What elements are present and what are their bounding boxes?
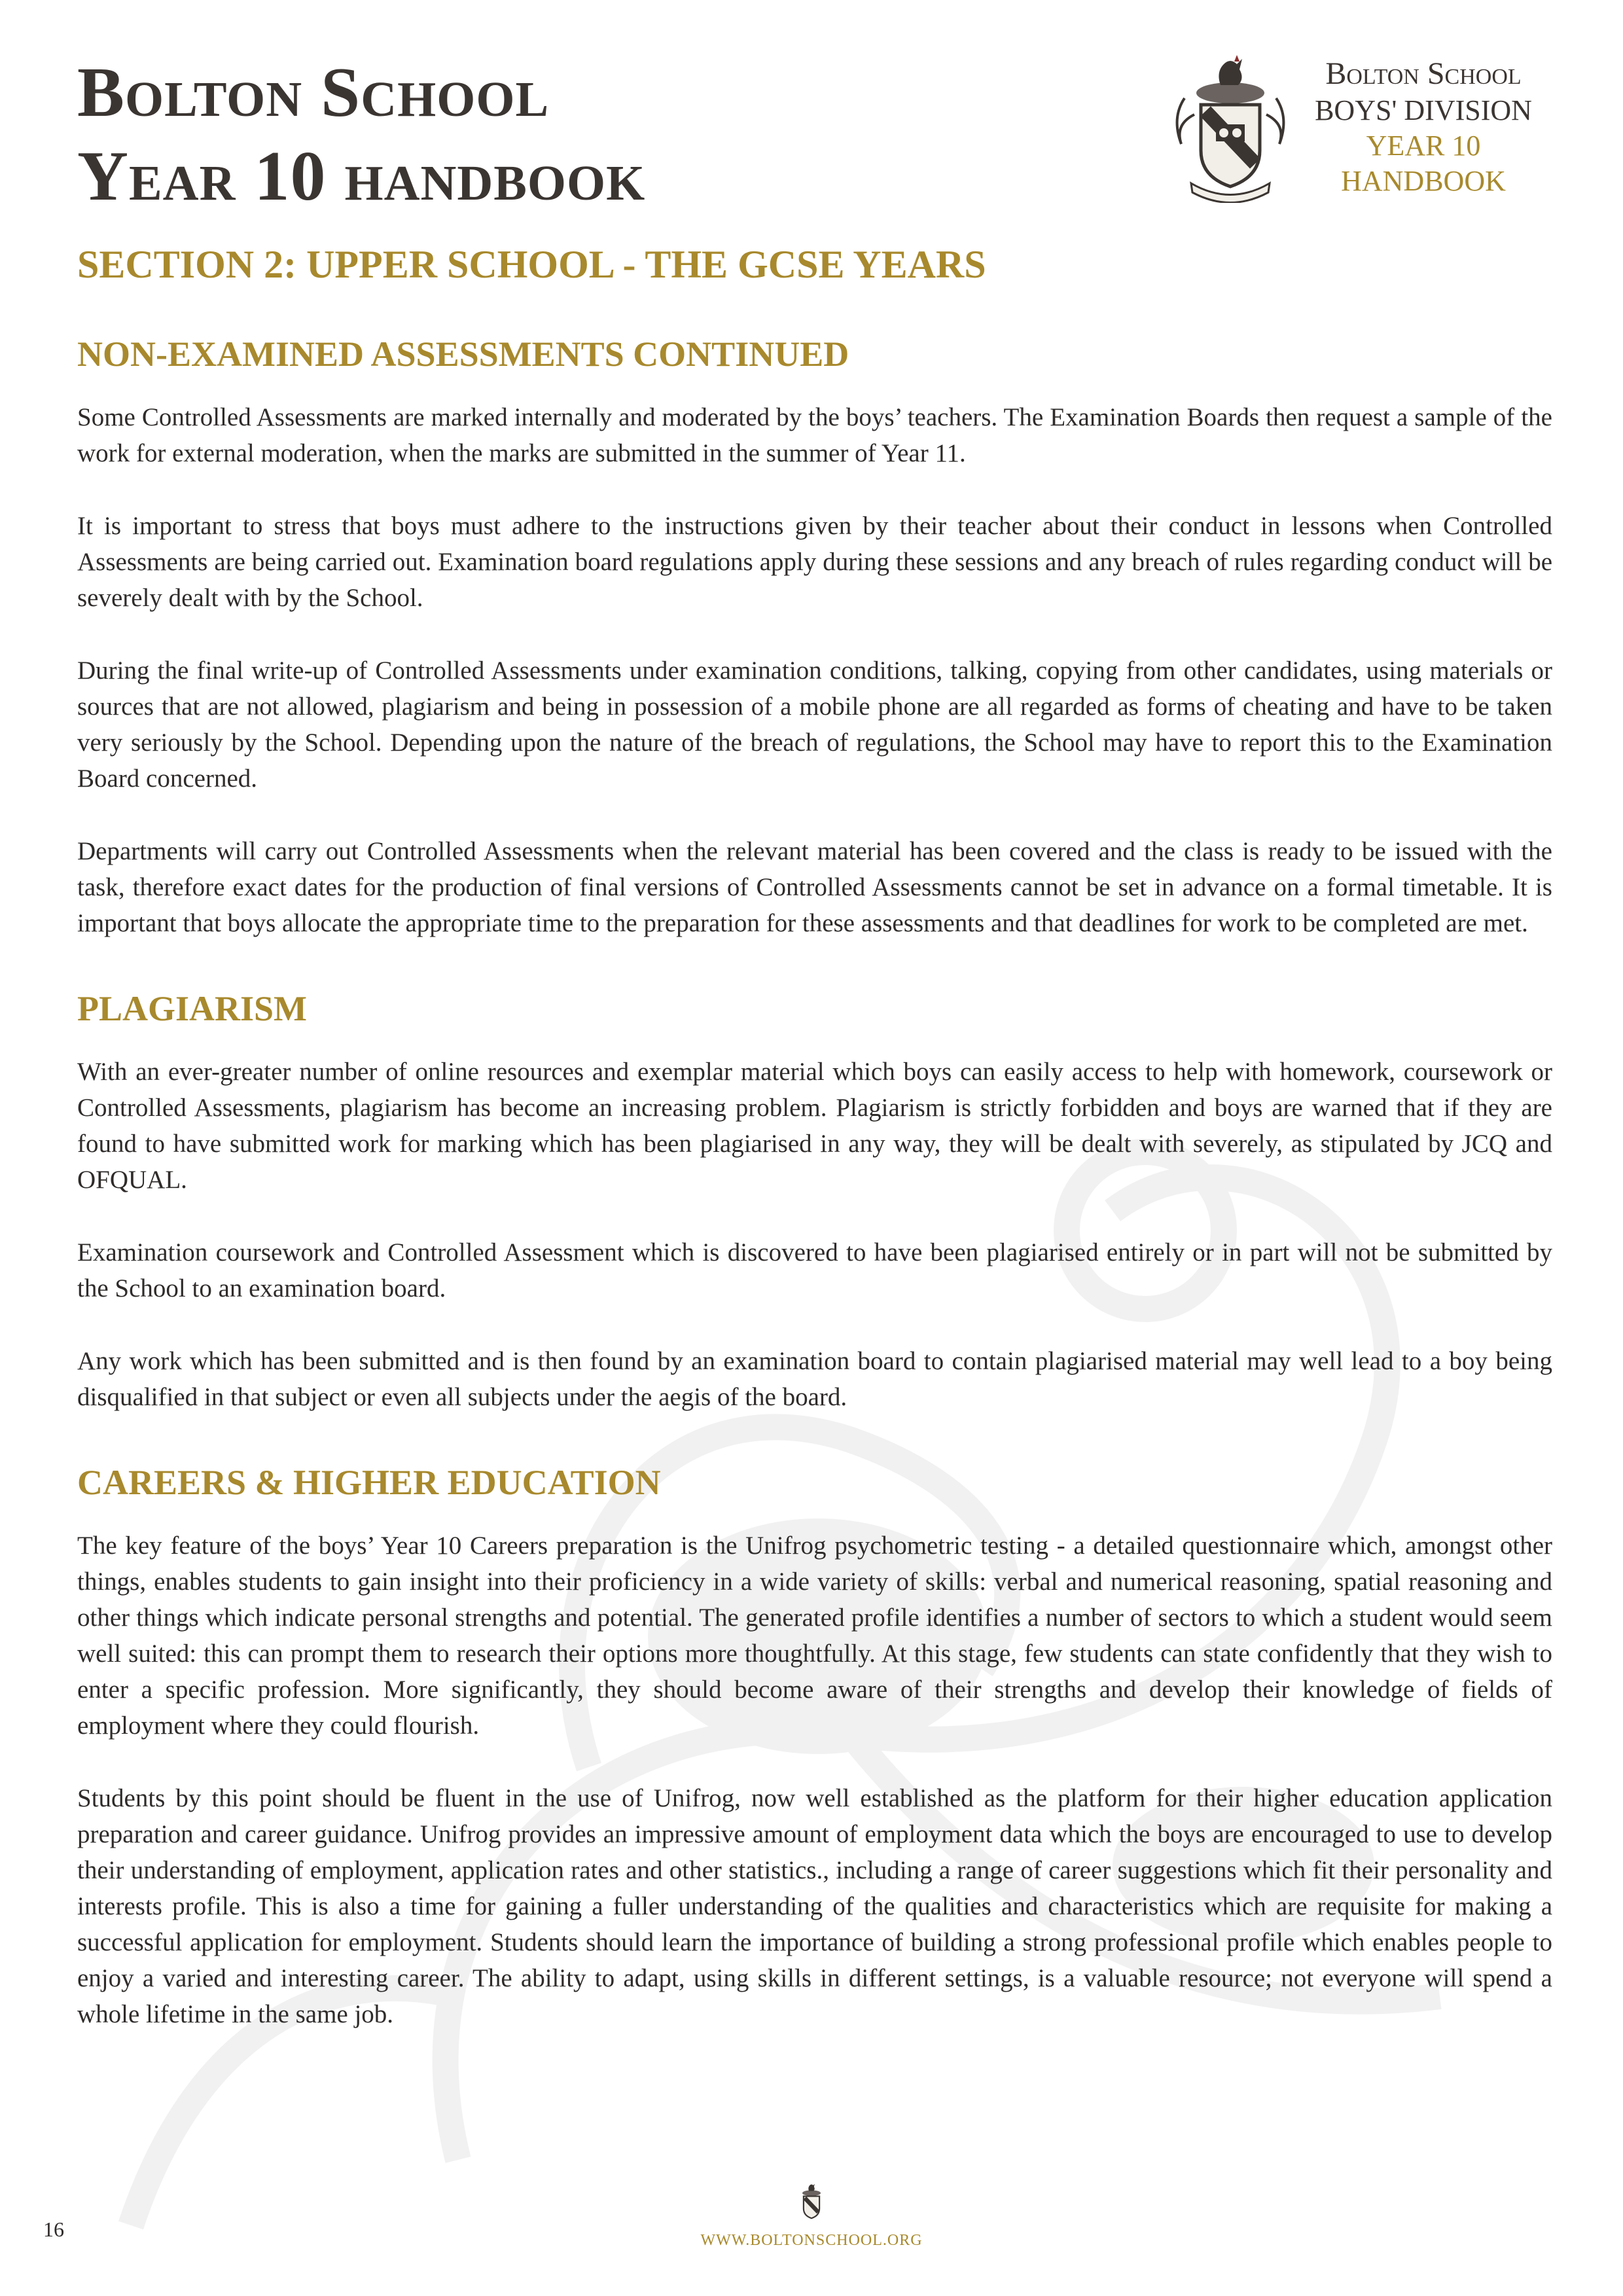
page-number: 16 (43, 2217, 64, 2241)
brand-school-name: Bolton School (1325, 56, 1522, 91)
footer-crest-icon (793, 2182, 830, 2223)
brand-handbook: HANDBOOK (1341, 165, 1506, 197)
website-link[interactable]: WWW.BOLTONSCHOOL.ORG (700, 2232, 923, 2249)
paragraph: Students by this point should be fluent in the use of Unifrog, now well established as the platform for their higher education application preparation and career guidance. Unifrog provides an impressive amount of employment data which the boys are encouraged to use to develop their understanding of employment, application rates and other statistics., including a range of career suggestions which fit their personality and interests profile. This is also a time for gaining a fuller understanding of the qualities and characteristics which are requisite for making a successful application for employment. Students should learn the importance of building a strong professional profile which enables people to enjoy a varied and interesting career. The ability to adapt, using skills in different settings, is a valuable resource; not everyone will spend a whole lifetime in the same job. (77, 1784, 1552, 2028)
paragraph: With an ever-greater number of online resources and exemplar material which boys can easily access to help with homework, coursework or Controlled Assessments, plagiarism has become an increasing problem. Plagiarism is strictly forbidden and boys are warned that if they are found to have submitted work for marking which has been plagiarised in any way, they will be dealt with severely, as stipulated by JCQ and OFQUAL. (77, 1058, 1552, 1194)
school-crest-icon (1164, 52, 1297, 203)
heading-non-examined-assessments: NON-EXAMINED ASSESSMENTS CONTINUED (77, 334, 849, 374)
paragraph: The key feature of the boys’ Year 10 Careers preparation is the Unifrog psychometric testing - a detailed questionnaire which, amongst other things, enables students to gain insight into their proficiency in a wide variety of skills: verbal and numerical reasoning, spatial reasoning and other things which indicate personal strengths and potential. The generated profile identifies a number of sectors to which a student would seem well suited: this can prompt them to research their options more thoughtfully. At this stage, few students can state confidently that they wish to enter a specific profession. More significantly, they should become aware of their strengths and develop their knowledge of fields of employment where they could flourish. (77, 1532, 1552, 1740)
heading-plagiarism: PLAGIARISM (77, 989, 308, 1028)
heading-careers-higher-education: CAREERS & HIGHER EDUCATION (77, 1463, 661, 1502)
title-line-1: Bolton School (77, 54, 550, 132)
brand-year: YEAR 10 (1366, 130, 1481, 162)
paragraph: Departments will carry out Controlled Assessments when the relevant material has been covered and the class is ready to be issued with the task, therefore exact dates for the production of final versions of Controlled Assessments cannot be set in advance on a formal timetable. It is important that boys allocate the appropriate time to the preparation for these assessments and that deadlines for work to be completed are met. (77, 837, 1552, 937)
paragraph: Some Controlled Assessments are marked internally and moderated by the boys’ teachers. The Examination Boards then request a sample of the work for external moderation, when the marks are submitted in the summer of Year 11. (77, 403, 1552, 467)
handbook-title (77, 51, 645, 219)
main-content (77, 237, 1552, 2032)
paragraph: Any work which has been submitted and is then found by an examination board to contain plagiarised material may well lead to a boy being disqualified in that subject or even all subjects under the aegis of the board. (77, 1347, 1552, 1411)
paragraph: During the final write-up of Controlled Assessments under examination conditions, talking, copying from other candidates, using materials or sources that are not allowed, plagiarism and being in possession of a mobile phone are all regarded as forms of cheating and have to be taken very seriously by the School. Depending upon the nature of the breach of regulations, the School may have to report this to the Examination Board concerned. (77, 656, 1552, 793)
title-line-2: Year 10 handbook (77, 137, 646, 215)
paragraph: It is important to stress that boys must adhere to the instructions given by their teacher about their conduct in lessons when Controlled Assessments are being carried out. Examination board regulations apply during these sessions and any breach of rules regarding conduct will be severely dealt with by the School. (77, 512, 1552, 612)
section-title: SECTION 2: UPPER SCHOOL - THE GCSE YEARS (77, 243, 986, 286)
brand-division: BOYS' DIVISION (1315, 94, 1532, 126)
paragraph: Examination coursework and Controlled Assessment which is discovered to have been plagiarised entirely or in part will not be submitted by the School to an examination board. (77, 1238, 1552, 1302)
brand-block (1279, 55, 1567, 199)
